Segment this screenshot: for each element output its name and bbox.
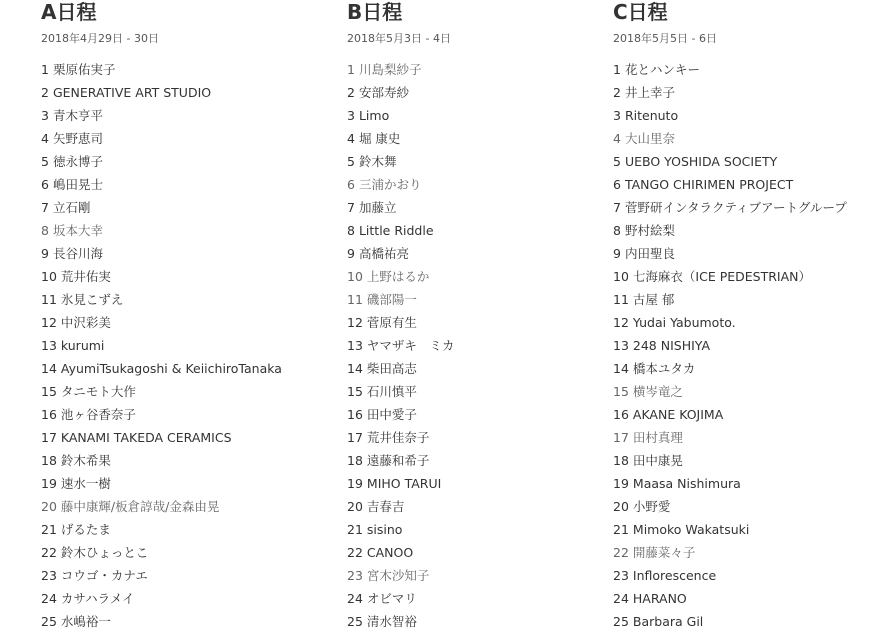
list-item bbox=[347, 173, 454, 196]
list-item bbox=[347, 150, 454, 173]
participant-name: 栗原佑実子 bbox=[52, 62, 116, 77]
item-number: 1 bbox=[613, 62, 621, 77]
list-item bbox=[613, 127, 847, 150]
participant-name: ヤマザキ ミカ bbox=[366, 338, 455, 353]
column-title: C日程 bbox=[613, 0, 668, 24]
list-item bbox=[613, 472, 847, 495]
list-item bbox=[347, 403, 454, 426]
participant-name: 矢野恵司 bbox=[52, 131, 103, 146]
list-item bbox=[613, 150, 847, 173]
item-number: 25 bbox=[347, 614, 363, 629]
participant-name: TANGO CHIRIMEN PROJECT bbox=[624, 177, 794, 192]
item-number: 2 bbox=[41, 85, 49, 100]
list-item bbox=[41, 564, 282, 587]
list-item bbox=[347, 587, 454, 610]
participant-name: 橋本ユタカ bbox=[632, 361, 696, 376]
list-item bbox=[41, 357, 282, 380]
list-item bbox=[613, 357, 847, 380]
item-number: 3 bbox=[347, 108, 355, 123]
participant-name: 青木亨平 bbox=[52, 108, 103, 123]
participant-name: 立石剛 bbox=[52, 200, 91, 215]
item-number: 16 bbox=[613, 407, 629, 422]
list-item bbox=[613, 426, 847, 449]
participant-name: Maasa Nishimura bbox=[632, 476, 741, 491]
list-item bbox=[347, 104, 454, 127]
list-item bbox=[613, 449, 847, 472]
participant-name: 菅原有生 bbox=[366, 315, 417, 330]
participant-name: 井上幸子 bbox=[624, 85, 675, 100]
list-item bbox=[613, 196, 847, 219]
schedule-column-b bbox=[347, 0, 455, 629]
participant-list bbox=[613, 58, 847, 633]
list-item bbox=[347, 426, 454, 449]
participant-name: 菅野研インタラクティブアートグループ bbox=[624, 200, 847, 215]
list-item bbox=[41, 495, 282, 518]
participant-name: 速水一樹 bbox=[60, 476, 111, 491]
participant-list bbox=[41, 58, 282, 633]
participant-name: 開藤菜々子 bbox=[632, 545, 696, 560]
item-number: 9 bbox=[613, 246, 621, 261]
list-item bbox=[613, 380, 847, 403]
participant-name: 鈴木希果 bbox=[60, 453, 111, 468]
list-item bbox=[347, 564, 454, 587]
item-number: 5 bbox=[347, 154, 355, 169]
list-item bbox=[347, 242, 454, 265]
item-number: 6 bbox=[41, 177, 49, 192]
item-number: 15 bbox=[613, 384, 629, 399]
list-item bbox=[613, 81, 847, 104]
list-item bbox=[347, 265, 454, 288]
item-number: 17 bbox=[41, 430, 57, 445]
item-number: 22 bbox=[347, 545, 363, 560]
participant-name: 氷見こずえ bbox=[60, 292, 124, 307]
list-item bbox=[41, 288, 282, 311]
list-item bbox=[41, 311, 282, 334]
item-number: 16 bbox=[41, 407, 57, 422]
list-item bbox=[347, 288, 454, 311]
column-date: 2018年5月5日 - 6日 bbox=[613, 32, 717, 45]
item-number: 13 bbox=[41, 338, 57, 353]
list-item bbox=[41, 127, 282, 150]
item-number: 22 bbox=[613, 545, 629, 560]
item-number: 18 bbox=[613, 453, 629, 468]
list-item bbox=[41, 541, 282, 564]
participant-name: 荒井佑実 bbox=[60, 269, 111, 284]
participant-name: 長谷川海 bbox=[52, 246, 103, 261]
list-item bbox=[613, 219, 847, 242]
participant-name: 加藤立 bbox=[358, 200, 397, 215]
item-number: 2 bbox=[347, 85, 355, 100]
participant-name: 鈴木ひょっとこ bbox=[60, 545, 149, 560]
participant-name: sisino bbox=[366, 522, 403, 537]
list-item bbox=[41, 426, 282, 449]
participant-name: 嶋田晃士 bbox=[52, 177, 103, 192]
item-number: 16 bbox=[347, 407, 363, 422]
item-number: 13 bbox=[613, 338, 629, 353]
participant-name: 大山里奈 bbox=[624, 131, 675, 146]
list-item bbox=[41, 173, 282, 196]
participant-name: コウゴ・カナエ bbox=[60, 568, 148, 583]
item-number: 24 bbox=[41, 591, 57, 606]
participant-name: Mimoko Wakatsuki bbox=[632, 522, 750, 537]
participant-name: Yudai Yabumoto. bbox=[632, 315, 736, 330]
list-item bbox=[613, 564, 847, 587]
column-title: B日程 bbox=[347, 0, 403, 24]
participant-name: 小野愛 bbox=[632, 499, 671, 514]
list-item bbox=[613, 403, 847, 426]
list-item bbox=[347, 472, 454, 495]
participant-name: 安部寿紗 bbox=[358, 85, 409, 100]
item-number: 20 bbox=[613, 499, 629, 514]
item-number: 17 bbox=[613, 430, 629, 445]
participant-name: UEBO YOSHIDA SOCIETY bbox=[624, 154, 778, 169]
list-item bbox=[41, 472, 282, 495]
list-item bbox=[41, 81, 282, 104]
item-number: 5 bbox=[613, 154, 621, 169]
item-number: 20 bbox=[41, 499, 57, 514]
list-item bbox=[613, 610, 847, 633]
participant-name: Limo bbox=[358, 108, 390, 123]
participant-name: 田中愛子 bbox=[366, 407, 417, 422]
list-item bbox=[41, 150, 282, 173]
list-item bbox=[41, 403, 282, 426]
list-item bbox=[347, 610, 454, 633]
participant-name: 水嶋裕一 bbox=[60, 614, 111, 629]
list-item bbox=[41, 58, 282, 81]
participant-name: カサハラメイ bbox=[60, 591, 135, 606]
list-item bbox=[613, 587, 847, 610]
participant-name: kurumi bbox=[60, 338, 105, 353]
participant-name: 横岑竜之 bbox=[632, 384, 683, 399]
item-number: 15 bbox=[41, 384, 57, 399]
item-number: 3 bbox=[41, 108, 49, 123]
item-number: 5 bbox=[41, 154, 49, 169]
item-number: 24 bbox=[347, 591, 363, 606]
item-number: 22 bbox=[41, 545, 57, 560]
participant-name: 鈴木舞 bbox=[358, 154, 397, 169]
list-item bbox=[347, 380, 454, 403]
participant-name: 花とハンキー bbox=[624, 62, 700, 77]
item-number: 6 bbox=[347, 177, 355, 192]
list-item bbox=[41, 449, 282, 472]
list-item bbox=[613, 495, 847, 518]
item-number: 4 bbox=[41, 131, 49, 146]
participant-name: AKANE KOJIMA bbox=[632, 407, 724, 422]
list-item bbox=[347, 334, 454, 357]
item-number: 12 bbox=[613, 315, 629, 330]
item-number: 14 bbox=[613, 361, 629, 376]
item-number: 12 bbox=[347, 315, 363, 330]
item-number: 11 bbox=[613, 292, 629, 307]
participant-name: Little Riddle bbox=[358, 223, 434, 238]
list-item bbox=[41, 219, 282, 242]
list-item bbox=[41, 265, 282, 288]
participant-name: 高橋祐亮 bbox=[358, 246, 409, 261]
list-item bbox=[347, 219, 454, 242]
item-number: 4 bbox=[347, 131, 355, 146]
item-number: 21 bbox=[41, 522, 57, 537]
item-number: 12 bbox=[41, 315, 57, 330]
item-number: 10 bbox=[41, 269, 57, 284]
column-date: 2018年5月3日 - 4日 bbox=[347, 32, 451, 45]
list-item bbox=[613, 311, 847, 334]
list-item bbox=[41, 196, 282, 219]
item-number: 18 bbox=[347, 453, 363, 468]
participant-name: 田村真理 bbox=[632, 430, 683, 445]
list-item bbox=[347, 311, 454, 334]
item-number: 14 bbox=[347, 361, 363, 376]
schedule-column-c bbox=[613, 0, 847, 629]
list-item bbox=[347, 127, 454, 150]
item-number: 21 bbox=[613, 522, 629, 537]
column-title: A日程 bbox=[41, 0, 97, 24]
item-number: 10 bbox=[613, 269, 629, 284]
list-item bbox=[613, 265, 847, 288]
list-item bbox=[41, 587, 282, 610]
participant-name: 内田聖良 bbox=[624, 246, 675, 261]
list-item bbox=[41, 610, 282, 633]
participant-name: HARANO bbox=[632, 591, 687, 606]
list-item bbox=[347, 81, 454, 104]
participant-name: 248 NISHIYA bbox=[632, 338, 711, 353]
item-number: 6 bbox=[613, 177, 621, 192]
participant-name: 池ヶ谷香奈子 bbox=[60, 407, 136, 422]
participant-name: 磯部陽一 bbox=[366, 292, 417, 307]
participant-name: 柴田高志 bbox=[366, 361, 417, 376]
item-number: 25 bbox=[613, 614, 629, 629]
item-number: 9 bbox=[347, 246, 355, 261]
item-number: 23 bbox=[613, 568, 629, 583]
item-number: 9 bbox=[41, 246, 49, 261]
list-item bbox=[347, 357, 454, 380]
item-number: 7 bbox=[347, 200, 355, 215]
participant-name: 七海麻衣（ICE PEDESTRIAN） bbox=[632, 269, 811, 284]
participant-name: 坂本大幸 bbox=[52, 223, 103, 238]
participant-name: 三浦かおり bbox=[358, 177, 422, 192]
item-number: 13 bbox=[347, 338, 363, 353]
participant-name: 川島梨紗子 bbox=[358, 62, 422, 77]
list-item bbox=[613, 541, 847, 564]
participant-name: 藤中康輝/板倉諄哉/金森由晃 bbox=[60, 499, 220, 514]
participant-name: AyumiTsukagoshi & KeiichiroTanaka bbox=[60, 361, 282, 376]
list-item bbox=[347, 58, 454, 81]
participant-name: 遠藤和希子 bbox=[366, 453, 430, 468]
item-number: 24 bbox=[613, 591, 629, 606]
participant-name: 田中康晃 bbox=[632, 453, 683, 468]
list-item bbox=[347, 518, 454, 541]
participant-name: げるたま bbox=[60, 522, 111, 537]
participant-name: MIHO TARUI bbox=[366, 476, 442, 491]
participant-name: 宮木沙知子 bbox=[366, 568, 430, 583]
item-number: 23 bbox=[41, 568, 57, 583]
item-number: 11 bbox=[41, 292, 57, 307]
participant-name: 中沢彩美 bbox=[60, 315, 111, 330]
participant-name: 堀 康史 bbox=[358, 131, 401, 146]
schedule-column-a bbox=[41, 0, 282, 629]
item-number: 8 bbox=[347, 223, 355, 238]
item-number: 1 bbox=[347, 62, 355, 77]
list-item bbox=[41, 104, 282, 127]
participant-name: 石川慎平 bbox=[366, 384, 417, 399]
item-number: 17 bbox=[347, 430, 363, 445]
list-item bbox=[347, 495, 454, 518]
column-date: 2018年4月29日 - 30日 bbox=[41, 32, 159, 45]
participant-name: Barbara Gil bbox=[632, 614, 704, 629]
list-item bbox=[347, 196, 454, 219]
item-number: 25 bbox=[41, 614, 57, 629]
item-number: 3 bbox=[613, 108, 621, 123]
list-item bbox=[613, 288, 847, 311]
participant-name: 吉春吉 bbox=[366, 499, 405, 514]
item-number: 19 bbox=[41, 476, 57, 491]
participant-name: GENERATIVE ART STUDIO bbox=[52, 85, 212, 100]
list-item bbox=[347, 541, 454, 564]
participant-name: 荒井佳奈子 bbox=[366, 430, 430, 445]
item-number: 1 bbox=[41, 62, 49, 77]
list-item bbox=[347, 449, 454, 472]
participant-name: オビマリ bbox=[366, 591, 417, 606]
participant-name: 清水智裕 bbox=[366, 614, 417, 629]
item-number: 8 bbox=[613, 223, 621, 238]
item-number: 19 bbox=[613, 476, 629, 491]
item-number: 14 bbox=[41, 361, 57, 376]
item-number: 8 bbox=[41, 223, 49, 238]
participant-name: タニモト大作 bbox=[60, 384, 136, 399]
list-item bbox=[613, 334, 847, 357]
item-number: 10 bbox=[347, 269, 363, 284]
item-number: 23 bbox=[347, 568, 363, 583]
list-item bbox=[613, 242, 847, 265]
participant-name: CANOO bbox=[366, 545, 414, 560]
list-item bbox=[41, 334, 282, 357]
participant-name: 徳永博子 bbox=[52, 154, 103, 169]
participant-name: KANAMI TAKEDA CERAMICS bbox=[60, 430, 232, 445]
item-number: 7 bbox=[613, 200, 621, 215]
list-item bbox=[613, 104, 847, 127]
list-item bbox=[613, 58, 847, 81]
item-number: 7 bbox=[41, 200, 49, 215]
participant-name: Inflorescence bbox=[632, 568, 717, 583]
list-item bbox=[613, 518, 847, 541]
list-item bbox=[41, 518, 282, 541]
item-number: 4 bbox=[613, 131, 621, 146]
list-item bbox=[613, 173, 847, 196]
item-number: 15 bbox=[347, 384, 363, 399]
list-item bbox=[41, 242, 282, 265]
item-number: 11 bbox=[347, 292, 363, 307]
item-number: 21 bbox=[347, 522, 363, 537]
item-number: 20 bbox=[347, 499, 363, 514]
participant-name: 上野はるか bbox=[366, 269, 430, 284]
list-item bbox=[41, 380, 282, 403]
item-number: 2 bbox=[613, 85, 621, 100]
item-number: 18 bbox=[41, 453, 57, 468]
participant-list bbox=[347, 58, 454, 633]
participant-name: Ritenuto bbox=[624, 108, 679, 123]
item-number: 19 bbox=[347, 476, 363, 491]
participant-name: 古屋 郁 bbox=[632, 292, 675, 307]
participant-name: 野村絵梨 bbox=[624, 223, 675, 238]
